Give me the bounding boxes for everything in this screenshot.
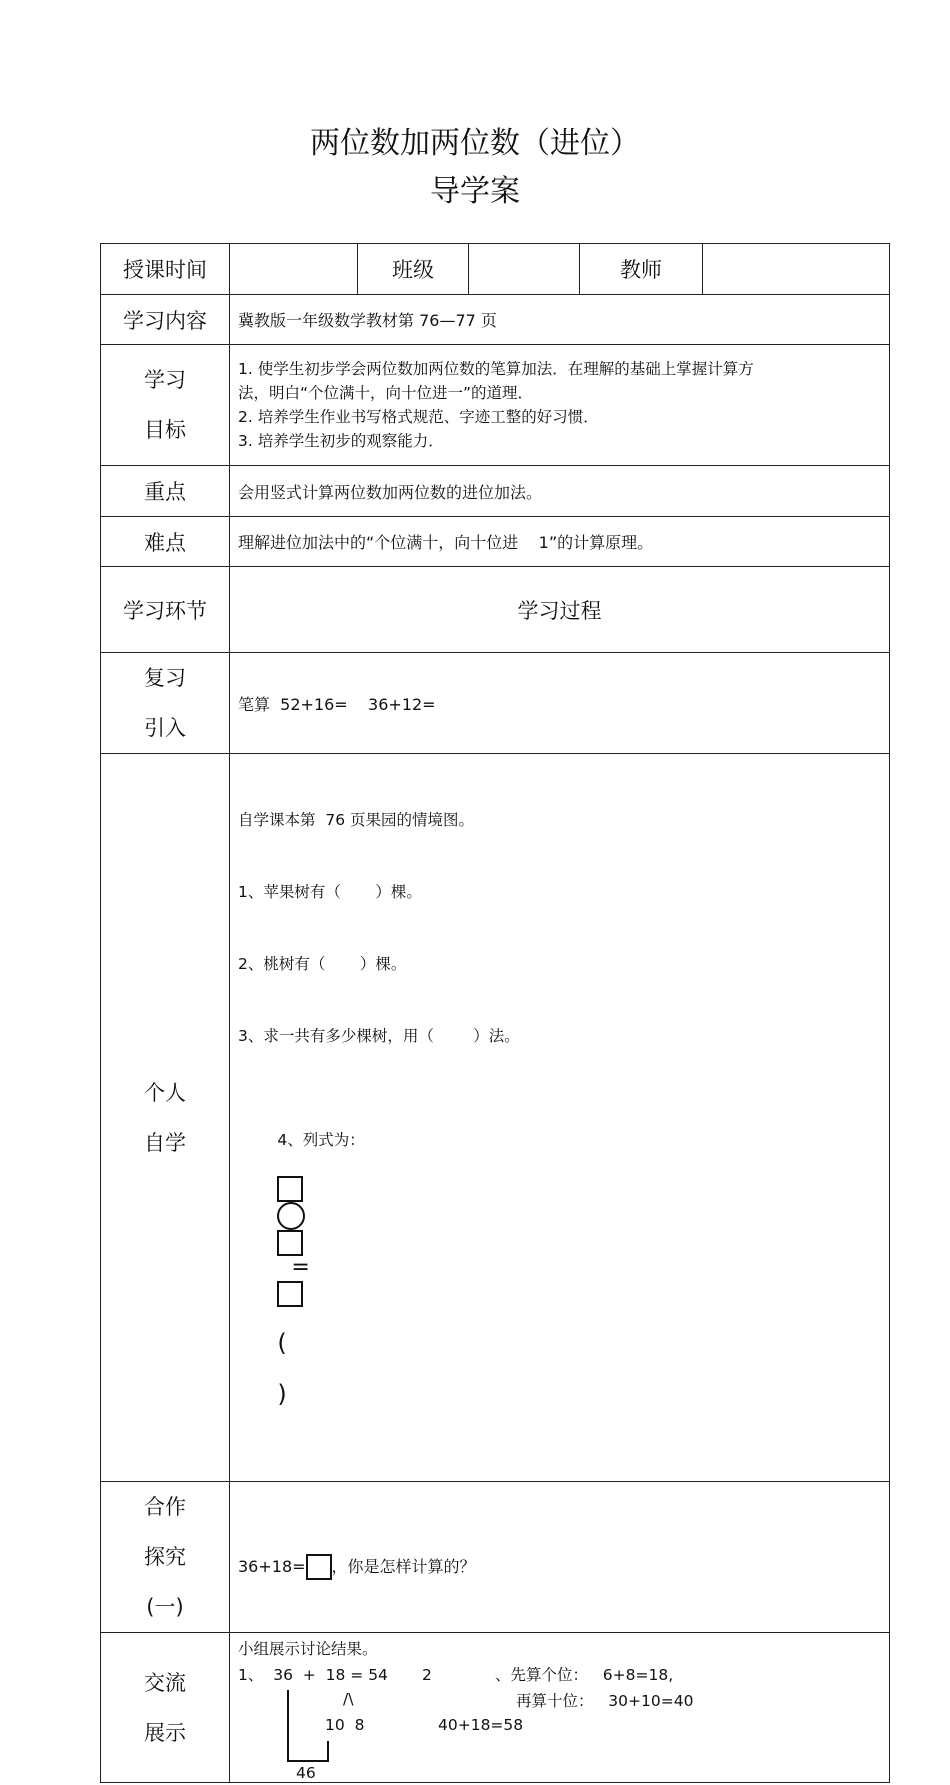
table-row xyxy=(101,1482,890,1633)
exchange-content: 小组展示讨论结果。 1、 36 + 18 = 54 2 、先算个位： 6+8=18, /\ 再算十位： 30+10=40 10 8 40+18=58 46 xyxy=(230,1633,890,1783)
exchange-label: 交流 展示 xyxy=(101,1633,230,1783)
cooperate-text: 36+18= ，你是怎样计算的？ xyxy=(230,1482,890,1633)
table-row xyxy=(101,345,890,466)
answer-box[interactable] xyxy=(306,1554,332,1580)
table-row xyxy=(101,295,890,345)
key-text: 会用竖式计算两位数加两位数的进位加法。 xyxy=(230,466,890,517)
bracket-line xyxy=(287,1690,289,1762)
teacher-value-cell xyxy=(703,244,890,295)
goals-label: 学习 目标 xyxy=(101,345,230,466)
process-header: 学习过程 xyxy=(230,567,890,653)
time-value-cell xyxy=(230,244,358,295)
goals-text: 1. 使学生初步学会两位数加两位数的笔算加法．在理解的基础上掌握计算方 法，明白“个位满十，向十位进一”的道理． 2. 培养学生作业书写格式规范、字迹工整的好习惯． 3. 培养学生初步的观察能力． xyxy=(230,345,890,466)
table-row xyxy=(101,653,890,754)
operator-circle[interactable] xyxy=(277,1202,305,1230)
difficulty-label: 难点 xyxy=(101,517,230,567)
self-study-text: 自学课本第 76 页果园的情境图。 1、苹果树有（ ）棵。 2、桃树有（ ）棵。 3、求一共有多少棵树，用（ ）法。 4、列式为： = ( ) xyxy=(230,754,890,1482)
teacher-label: 教师 xyxy=(580,244,703,295)
time-label: 授课时间 xyxy=(101,244,230,295)
document-subtitle: 导学案 xyxy=(430,174,520,209)
process-stage-label: 学习环节 xyxy=(101,567,230,653)
content-text: 冀教版一年级数学教材第 76—77 页 xyxy=(230,295,890,345)
self-study-label: 个人 自学 xyxy=(101,754,230,1482)
formula-line: 4、列式为： = ( ) xyxy=(277,1131,365,1408)
bracket-line xyxy=(327,1741,329,1762)
answer-box[interactable] xyxy=(277,1176,303,1202)
table-row xyxy=(101,466,890,517)
document-title: 两位数加两位数（进位） xyxy=(310,126,640,161)
table-row xyxy=(101,754,890,1482)
review-text: 笔算 52+16= 36+12= xyxy=(230,653,890,754)
class-label: 班级 xyxy=(358,244,469,295)
difficulty-text: 理解进位加法中的“个位满十，向十位进 1”的计算原理。 xyxy=(230,517,890,567)
answer-box[interactable] xyxy=(277,1281,303,1307)
table-row xyxy=(101,517,890,567)
lesson-plan-table xyxy=(100,243,890,1783)
key-label: 重点 xyxy=(101,466,230,517)
cooperate-label: 合作 探究 (一) xyxy=(101,1482,230,1633)
table-row xyxy=(101,567,890,653)
class-value-cell xyxy=(469,244,580,295)
review-label: 复习 引入 xyxy=(101,653,230,754)
table-row xyxy=(101,1633,890,1783)
content-label: 学习内容 xyxy=(101,295,230,345)
table-row xyxy=(101,244,890,295)
answer-box[interactable] xyxy=(277,1230,303,1256)
